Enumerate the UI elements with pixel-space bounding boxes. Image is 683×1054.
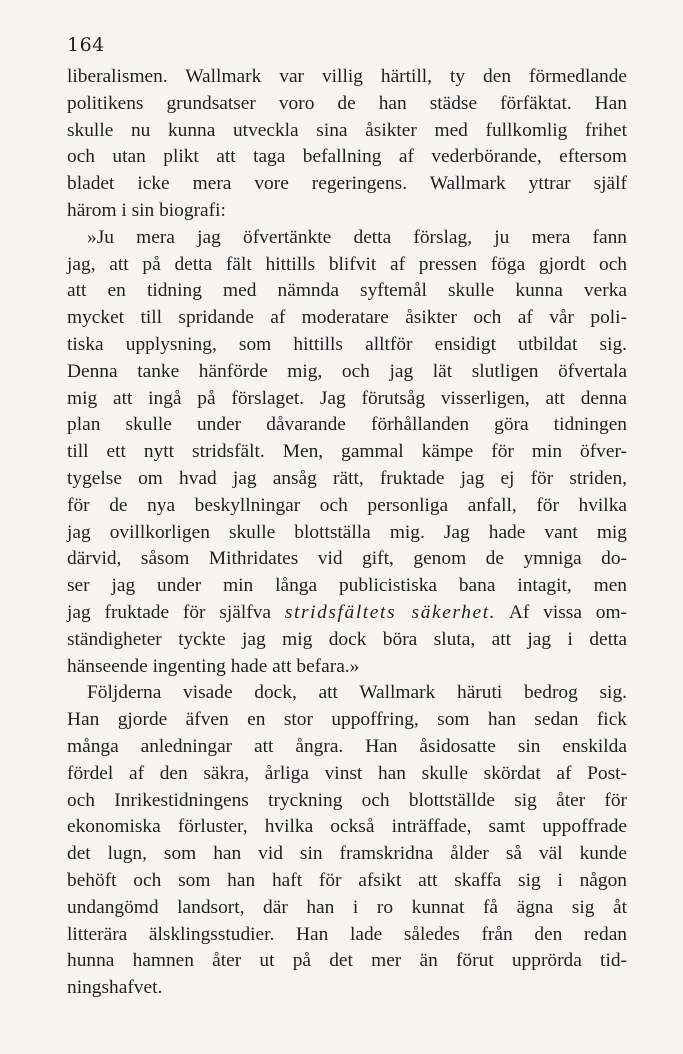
- text-line: politikens grundsatser voro de han städse förfäktat. Han: [67, 92, 627, 114]
- quote-line: därvid, såsom Mithridates vid gift, genom de ymniga do-: [67, 548, 627, 570]
- quote-line: ser jag under min långa publicistiska bana intagit, men: [67, 575, 627, 597]
- page-number: 164: [67, 34, 105, 56]
- text-line: många anledningar att ångra. Han åsidosatte sin enskilda: [67, 735, 627, 757]
- text-line: litterära älsklingsstudier. Han lade således från den redan: [67, 923, 627, 945]
- quote-line: för de nya beskyllningar och personliga anfall, för hvilka: [67, 494, 627, 516]
- text-line: undangömd landsort, där han i ro kunnat få ägna sig åt: [67, 896, 627, 918]
- text-line: härom i sin biografi:: [67, 199, 226, 221]
- quote-line: jag, att på detta fält hittills blifvit af pressen föga gjordt och: [67, 253, 627, 275]
- quote-line: »Ju mera jag öfvertänkte detta förslag, ju mera fann: [87, 226, 627, 248]
- quote-line: jag ovillkorligen skulle blottställa mig. Jag hade vant mig: [67, 521, 627, 543]
- quote-line: plan skulle under dåvarande förhållanden göra tidningen: [67, 414, 627, 436]
- quote-line: [67, 600, 627, 627]
- body-text: [67, 64, 627, 1002]
- quote-line: tiska upplysning, som hittills alltför ensidigt utbildat sig.: [67, 333, 627, 355]
- quote-line: tygelse om hvad jag ansåg rätt, fruktade jag ej för striden,: [67, 467, 627, 489]
- text-line: ningshafvet.: [67, 977, 163, 999]
- text-line: fördel af den säkra, årliga vinst han skulle skördat af Post-: [67, 762, 627, 784]
- text-line: Han gjorde äfven en stor uppoffring, som han sedan fick: [67, 709, 627, 731]
- emphasized-phrase: stridsfältets säkerhet.: [284, 601, 497, 623]
- quote-line-end: Af vissa om-: [508, 601, 627, 623]
- text-line: bladet icke mera vore regeringens. Wallmark yttrar själf: [67, 173, 627, 195]
- text-line: liberalismen. Wallmark var villig härtill, ty den förmedlande: [67, 66, 627, 87]
- text-line: och utan plikt att taga befallning af vederbörande, eftersom: [67, 146, 627, 168]
- text-line: skulle nu kunna utveckla sina åsikter med fullkomlig frihet: [67, 119, 627, 141]
- quote-line: att en tidning med nämnda syftemål skulle kunna verka: [67, 280, 627, 302]
- text-line: Följderna visade dock, att Wallmark häruti bedrog sig.: [87, 682, 627, 704]
- quote-line: hänseende ingenting hade att befara.»: [67, 655, 360, 677]
- quote-line: mig att ingå på förslaget. Jag förutsåg visserligen, att denna: [67, 387, 627, 409]
- quote-line: ständigheter tyckte jag mig dock böra sluta, att jag i detta: [67, 628, 627, 650]
- text-line: det lugn, som han vid sin framskridna ålder så väl kunde: [67, 843, 627, 865]
- text-line: ekonomiska förluster, hvilka också inträffade, samt uppoffrade: [67, 816, 627, 838]
- text-line: behöft och som han haft för afsikt att skaffa sig i någon: [67, 869, 627, 891]
- quote-line: Denna tanke hänförde mig, och jag lät slutligen öfvertala: [67, 360, 627, 382]
- text-line: hunna hamnen åter ut på det mer än förut upprörda tid-: [67, 950, 627, 972]
- quote-line-start: jag fruktade för själfva: [67, 601, 272, 623]
- quote-line: mycket till spridande af moderatare åsikter och af vår poli-: [67, 307, 627, 329]
- quote-line: till ett nytt stridsfält. Men, gammal kämpe för min öfver-: [67, 441, 627, 463]
- text-line: och Inrikestidningens tryckning och blottställde sig åter för: [67, 789, 627, 811]
